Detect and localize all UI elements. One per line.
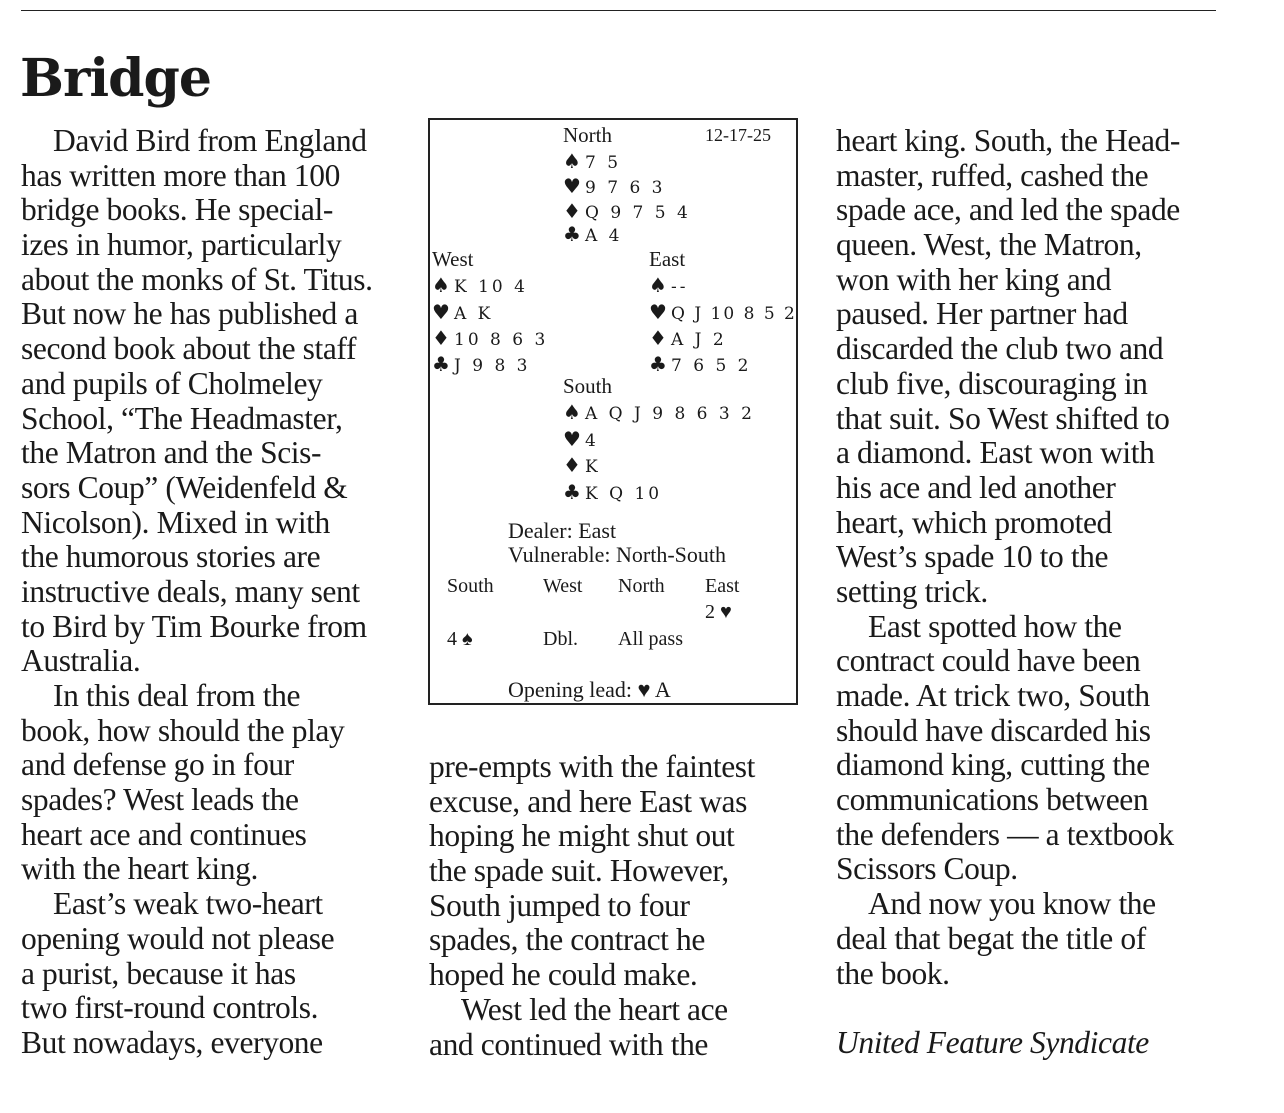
text-line: the spade suit. However,: [429, 853, 729, 889]
west-label: West: [432, 247, 474, 271]
text-line: diamond king, cutting the: [836, 747, 1150, 783]
club-icon: ♣: [563, 480, 582, 504]
diamond-icon: ♦: [432, 326, 451, 350]
text-line: queen. West, the Matron,: [836, 227, 1142, 263]
text-line: South jumped to four: [429, 887, 690, 923]
east-opening-bid: 2 ♥: [705, 601, 732, 623]
article-column-1: [21, 124, 401, 1061]
text-line: master, ruffed, cashed the: [836, 157, 1149, 193]
text-line: East’s weak two-heart: [53, 886, 323, 922]
club-icon: ♣: [649, 352, 668, 376]
text-line: And now you know the: [868, 886, 1156, 922]
spade-icon: ♠: [649, 273, 668, 297]
heart-icon: ♥: [649, 300, 668, 324]
text-line: discarded the club two and: [836, 331, 1164, 367]
text-line: spade ace, and led the spade: [836, 192, 1180, 228]
text-line: communications between: [836, 782, 1149, 818]
text-line: In this deal from the: [53, 678, 301, 713]
column-date: 12-17-25: [705, 125, 771, 145]
text-line: pre-empts with the faintest: [429, 749, 755, 784]
text-line: a diamond. East won with: [836, 435, 1155, 471]
text-line: izes in humor, particularly: [21, 227, 342, 263]
text-line: that suit. So West shifted to: [836, 400, 1170, 436]
east-label: East: [649, 247, 686, 271]
text-line: a purist, because it has: [21, 955, 296, 991]
text-line: East spotted how the: [868, 608, 1122, 644]
text-line: hoping he might shut out: [429, 818, 735, 854]
diamond-icon: ♦: [649, 326, 668, 350]
club-icon: ♣: [432, 352, 451, 376]
north-hearts: ♥ 9 7 6 3: [563, 174, 666, 198]
east-spades: ♠ --: [649, 273, 689, 297]
south-bid: 4 ♠: [447, 628, 473, 650]
text-line: about the monks of St. Titus.: [21, 261, 373, 297]
west-diamonds: ♦ 10 8 6 3: [432, 326, 549, 350]
text-line: heart, which promoted: [836, 504, 1112, 540]
text-line: But nowadays, everyone: [21, 1024, 323, 1060]
text-line: second book about the staff: [21, 331, 357, 367]
text-line: book, how should the play: [21, 712, 345, 748]
spade-icon: ♠: [462, 628, 473, 650]
heart-icon: ♥: [563, 427, 582, 451]
text-line: Scissors Coup.: [836, 851, 1018, 887]
text-line: the defenders — a textbook: [836, 816, 1174, 852]
text-line: his ace and led another: [836, 469, 1116, 505]
spade-icon: ♠: [563, 149, 582, 173]
text-line: School, “The Headmaster,: [21, 400, 343, 436]
north-label: North: [563, 123, 612, 147]
bridge-deal-diagram: [428, 118, 798, 705]
top-rule: [21, 10, 1216, 11]
text-line: setting trick.: [836, 573, 988, 609]
text-line: with the heart king.: [21, 851, 258, 887]
text-line: the humorous stories are: [21, 539, 321, 575]
west-bid: Dbl.: [543, 628, 578, 650]
text-line: spades? West leads the: [21, 782, 299, 818]
auction-header-north: North: [618, 575, 665, 597]
text-line: and defense go in four: [21, 747, 294, 783]
article-column-2: [429, 750, 809, 1062]
north-bid: All pass: [618, 628, 683, 650]
heart-icon: ♥: [563, 174, 582, 198]
south-hearts: ♥ 4: [563, 427, 599, 451]
text-line: deal that begat the title of: [836, 920, 1146, 956]
west-clubs: ♣ J 9 8 3: [432, 352, 531, 376]
auction-header-west: West: [543, 575, 583, 597]
south-label: South: [563, 374, 613, 398]
text-line: and continued with the: [429, 1026, 709, 1062]
text-line: club five, discouraging in: [836, 365, 1148, 401]
text-line: West’s spade 10 to the: [836, 539, 1109, 575]
text-line: contract could have been: [836, 643, 1141, 679]
south-spades: ♠ A Q J 9 8 6 3 2: [563, 400, 755, 424]
east-diamonds: ♦ A J 2: [649, 326, 727, 350]
vulnerable-line: Vulnerable: North-South: [508, 542, 727, 567]
heart-icon: ♥: [637, 677, 651, 702]
credit-line: United Feature Syndicate: [836, 1024, 1149, 1060]
text-line: two first-round controls.: [21, 990, 319, 1026]
spade-icon: ♠: [432, 273, 451, 297]
north-clubs: ♣ A 4: [563, 222, 623, 246]
text-line: heart king. South, the Head-: [836, 123, 1180, 158]
text-line: and pupils of Cholmeley: [21, 365, 323, 401]
spade-icon: ♠: [563, 400, 582, 424]
east-hearts: ♥ Q J 10 8 5 2: [649, 300, 797, 324]
text-line: [836, 991, 1216, 1026]
text-line: But now he has published a: [21, 296, 358, 332]
text-line: made. At trick two, South: [836, 678, 1150, 713]
north-spades: ♠ 7 5: [563, 149, 622, 173]
text-line: David Bird from England: [53, 123, 367, 158]
text-line: bridge books. He special-: [21, 192, 333, 228]
diamond-icon: ♦: [563, 199, 582, 223]
text-line: won with her king and: [836, 261, 1112, 297]
text-line: should have discarded his: [836, 712, 1151, 748]
headline: Bridge: [20, 48, 211, 109]
north-diamonds: ♦ Q 9 7 5 4: [563, 199, 691, 223]
west-spades: ♠ K 10 4: [432, 273, 528, 297]
auction-header-south: South: [447, 575, 494, 597]
text-line: Nicolson). Mixed in with: [21, 504, 330, 540]
text-line: Australia.: [21, 643, 141, 679]
west-hearts: ♥ A K: [432, 300, 494, 324]
south-clubs: ♣ K Q 10: [563, 480, 663, 504]
text-line: opening would not please: [21, 920, 335, 956]
article-column-3: [836, 124, 1216, 1061]
diamond-icon: ♦: [563, 453, 582, 477]
text-line: West led the heart ace: [461, 991, 728, 1027]
south-diamonds: ♦ K: [563, 453, 601, 477]
text-line: heart ace and continues: [21, 816, 307, 852]
text-line: spades, the contract he: [429, 922, 705, 958]
text-line: excuse, and here East was: [429, 783, 747, 819]
text-line: to Bird by Tim Bourke from: [21, 608, 367, 644]
text-line: paused. Her partner had: [836, 296, 1128, 332]
text-line: sors Coup” (Weidenfeld &: [21, 469, 348, 505]
opening-lead: Opening lead: ♥ A: [508, 677, 671, 702]
text-line: instructive deals, many sent: [21, 573, 360, 609]
text-line: the book.: [836, 955, 950, 991]
heart-icon: ♥: [720, 601, 732, 623]
text-line: has written more than 100: [21, 157, 340, 193]
text-line: hoped he could make.: [429, 957, 698, 993]
dealer-line: Dealer: East: [508, 518, 617, 543]
club-icon: ♣: [563, 222, 582, 246]
text-line: the Matron and the Scis-: [21, 435, 322, 471]
auction-header-east: East: [705, 575, 740, 597]
heart-icon: ♥: [432, 300, 451, 324]
east-clubs: ♣ 7 6 5 2: [649, 352, 752, 376]
